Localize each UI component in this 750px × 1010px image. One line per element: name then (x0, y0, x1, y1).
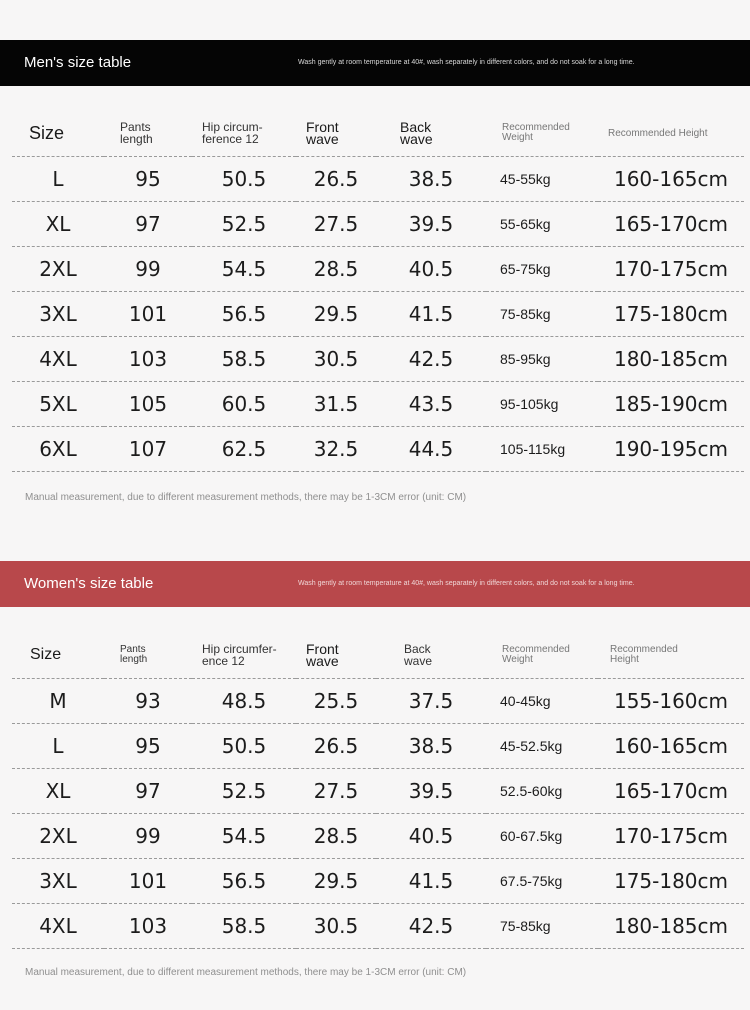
table-row (12, 382, 744, 427)
header-recommended-height: Recommended Height (598, 632, 744, 679)
cell-hip: 50.5 (192, 724, 296, 769)
cell-pants-length: 105 (104, 382, 192, 427)
cell-front-wave: 26.5 (296, 157, 376, 202)
table-row (12, 859, 744, 904)
cell-pants-length: 95 (104, 724, 192, 769)
table-row (12, 247, 744, 292)
header-hip-circumference: Hip circumfer-ence 12 (192, 632, 296, 679)
cell-back-wave: 41.5 (376, 859, 486, 904)
cell-back-wave: 39.5 (376, 202, 486, 247)
header-front-wave: Front wave (296, 632, 376, 679)
cell-pants-length: 99 (104, 814, 192, 859)
cell-height: 190-195cm (598, 427, 744, 472)
cell-height: 170-175cm (598, 814, 744, 859)
cell-back-wave: 37.5 (376, 679, 486, 724)
cell-weight: 75-85kg (486, 292, 598, 337)
cell-weight: 85-95kg (486, 337, 598, 382)
cell-hip: 60.5 (192, 382, 296, 427)
cell-size: XL (12, 769, 104, 814)
cell-front-wave: 28.5 (296, 814, 376, 859)
cell-height: 180-185cm (598, 904, 744, 949)
header-size: Size (12, 632, 104, 679)
table-row (12, 337, 744, 382)
cell-back-wave: 41.5 (376, 292, 486, 337)
cell-pants-length: 97 (104, 202, 192, 247)
cell-back-wave: 42.5 (376, 904, 486, 949)
cell-height: 175-180cm (598, 859, 744, 904)
cell-size: L (12, 724, 104, 769)
cell-hip: 56.5 (192, 292, 296, 337)
cell-height: 160-165cm (598, 724, 744, 769)
header-front-wave: Front wave (296, 110, 376, 157)
cell-pants-length: 103 (104, 337, 192, 382)
cell-weight: 105-115kg (486, 427, 598, 472)
men-header-row (12, 110, 744, 157)
cell-hip: 54.5 (192, 247, 296, 292)
cell-size: XL (12, 202, 104, 247)
cell-size: 5XL (12, 382, 104, 427)
men-size-table-title: Men's size table (24, 54, 132, 71)
cell-height: 165-170cm (598, 769, 744, 814)
men-wash-note: Wash gently at room temperature at 40#, wash separately in different colors, and do not soak for a long time. (298, 59, 635, 66)
cell-height: 165-170cm (598, 202, 744, 247)
cell-weight: 75-85kg (486, 904, 598, 949)
cell-size: 2XL (12, 814, 104, 859)
cell-front-wave: 29.5 (296, 859, 376, 904)
cell-size: M (12, 679, 104, 724)
women-wash-note: Wash gently at room temperature at 40#, wash separately in different colors, and do not soak for a long time. (298, 580, 635, 587)
cell-size: 2XL (12, 247, 104, 292)
table-row (12, 904, 744, 949)
women-header-row (12, 632, 744, 679)
cell-weight: 45-52.5kg (486, 724, 598, 769)
cell-pants-length: 95 (104, 157, 192, 202)
cell-height: 170-175cm (598, 247, 744, 292)
cell-front-wave: 27.5 (296, 769, 376, 814)
cell-back-wave: 40.5 (376, 814, 486, 859)
cell-hip: 52.5 (192, 202, 296, 247)
cell-weight: 52.5-60kg (486, 769, 598, 814)
header-size: Size (12, 110, 104, 157)
cell-weight: 65-75kg (486, 247, 598, 292)
women-size-table (12, 632, 744, 949)
cell-back-wave: 38.5 (376, 157, 486, 202)
cell-weight: 40-45kg (486, 679, 598, 724)
cell-weight: 45-55kg (486, 157, 598, 202)
cell-hip: 58.5 (192, 904, 296, 949)
table-row (12, 679, 744, 724)
table-row (12, 157, 744, 202)
cell-front-wave: 26.5 (296, 724, 376, 769)
women-size-table-banner (0, 561, 750, 607)
cell-back-wave: 43.5 (376, 382, 486, 427)
header-recommended-height: Recommended Height (598, 110, 744, 157)
header-recommended-weight: Recommended Weight (486, 632, 598, 679)
cell-pants-length: 93 (104, 679, 192, 724)
cell-hip: 58.5 (192, 337, 296, 382)
cell-front-wave: 29.5 (296, 292, 376, 337)
cell-front-wave: 25.5 (296, 679, 376, 724)
cell-size: 4XL (12, 337, 104, 382)
table-row (12, 202, 744, 247)
cell-height: 175-180cm (598, 292, 744, 337)
cell-front-wave: 30.5 (296, 904, 376, 949)
cell-weight: 55-65kg (486, 202, 598, 247)
table-row (12, 427, 744, 472)
table-row (12, 814, 744, 859)
cell-hip: 52.5 (192, 769, 296, 814)
cell-hip: 54.5 (192, 814, 296, 859)
men-measurement-footnote: Manual measurement, due to different measurement methods, there may be 1-3CM error (unit: CM) (25, 492, 467, 503)
cell-back-wave: 42.5 (376, 337, 486, 382)
women-size-table-title: Women's size table (24, 575, 154, 592)
table-row (12, 769, 744, 814)
cell-weight: 95-105kg (486, 382, 598, 427)
table-row (12, 292, 744, 337)
men-size-table-banner (0, 40, 750, 86)
cell-height: 180-185cm (598, 337, 744, 382)
cell-pants-length: 101 (104, 292, 192, 337)
cell-back-wave: 44.5 (376, 427, 486, 472)
cell-front-wave: 28.5 (296, 247, 376, 292)
cell-front-wave: 32.5 (296, 427, 376, 472)
cell-pants-length: 103 (104, 904, 192, 949)
cell-back-wave: 38.5 (376, 724, 486, 769)
cell-size: L (12, 157, 104, 202)
cell-size: 4XL (12, 904, 104, 949)
cell-hip: 56.5 (192, 859, 296, 904)
cell-front-wave: 30.5 (296, 337, 376, 382)
cell-pants-length: 99 (104, 247, 192, 292)
cell-size: 3XL (12, 859, 104, 904)
cell-size: 3XL (12, 292, 104, 337)
cell-weight: 60-67.5kg (486, 814, 598, 859)
cell-pants-length: 101 (104, 859, 192, 904)
cell-pants-length: 107 (104, 427, 192, 472)
men-size-table (12, 110, 744, 472)
cell-pants-length: 97 (104, 769, 192, 814)
cell-hip: 62.5 (192, 427, 296, 472)
header-back-wave: Back wave (376, 632, 486, 679)
table-row (12, 724, 744, 769)
cell-height: 155-160cm (598, 679, 744, 724)
cell-hip: 50.5 (192, 157, 296, 202)
cell-height: 185-190cm (598, 382, 744, 427)
header-hip-circumference: Hip circum-ference 12 (192, 110, 296, 157)
women-measurement-footnote: Manual measurement, due to different measurement methods, there may be 1-3CM error (unit: CM) (25, 967, 467, 978)
header-recommended-weight: Recommended Weight (486, 110, 598, 157)
cell-back-wave: 40.5 (376, 247, 486, 292)
cell-front-wave: 31.5 (296, 382, 376, 427)
cell-back-wave: 39.5 (376, 769, 486, 814)
cell-front-wave: 27.5 (296, 202, 376, 247)
header-pants-length: Pants length (104, 110, 192, 157)
cell-hip: 48.5 (192, 679, 296, 724)
header-back-wave: Back wave (376, 110, 486, 157)
header-pants-length: Pants length (104, 632, 192, 679)
cell-weight: 67.5-75kg (486, 859, 598, 904)
cell-height: 160-165cm (598, 157, 744, 202)
cell-size: 6XL (12, 427, 104, 472)
